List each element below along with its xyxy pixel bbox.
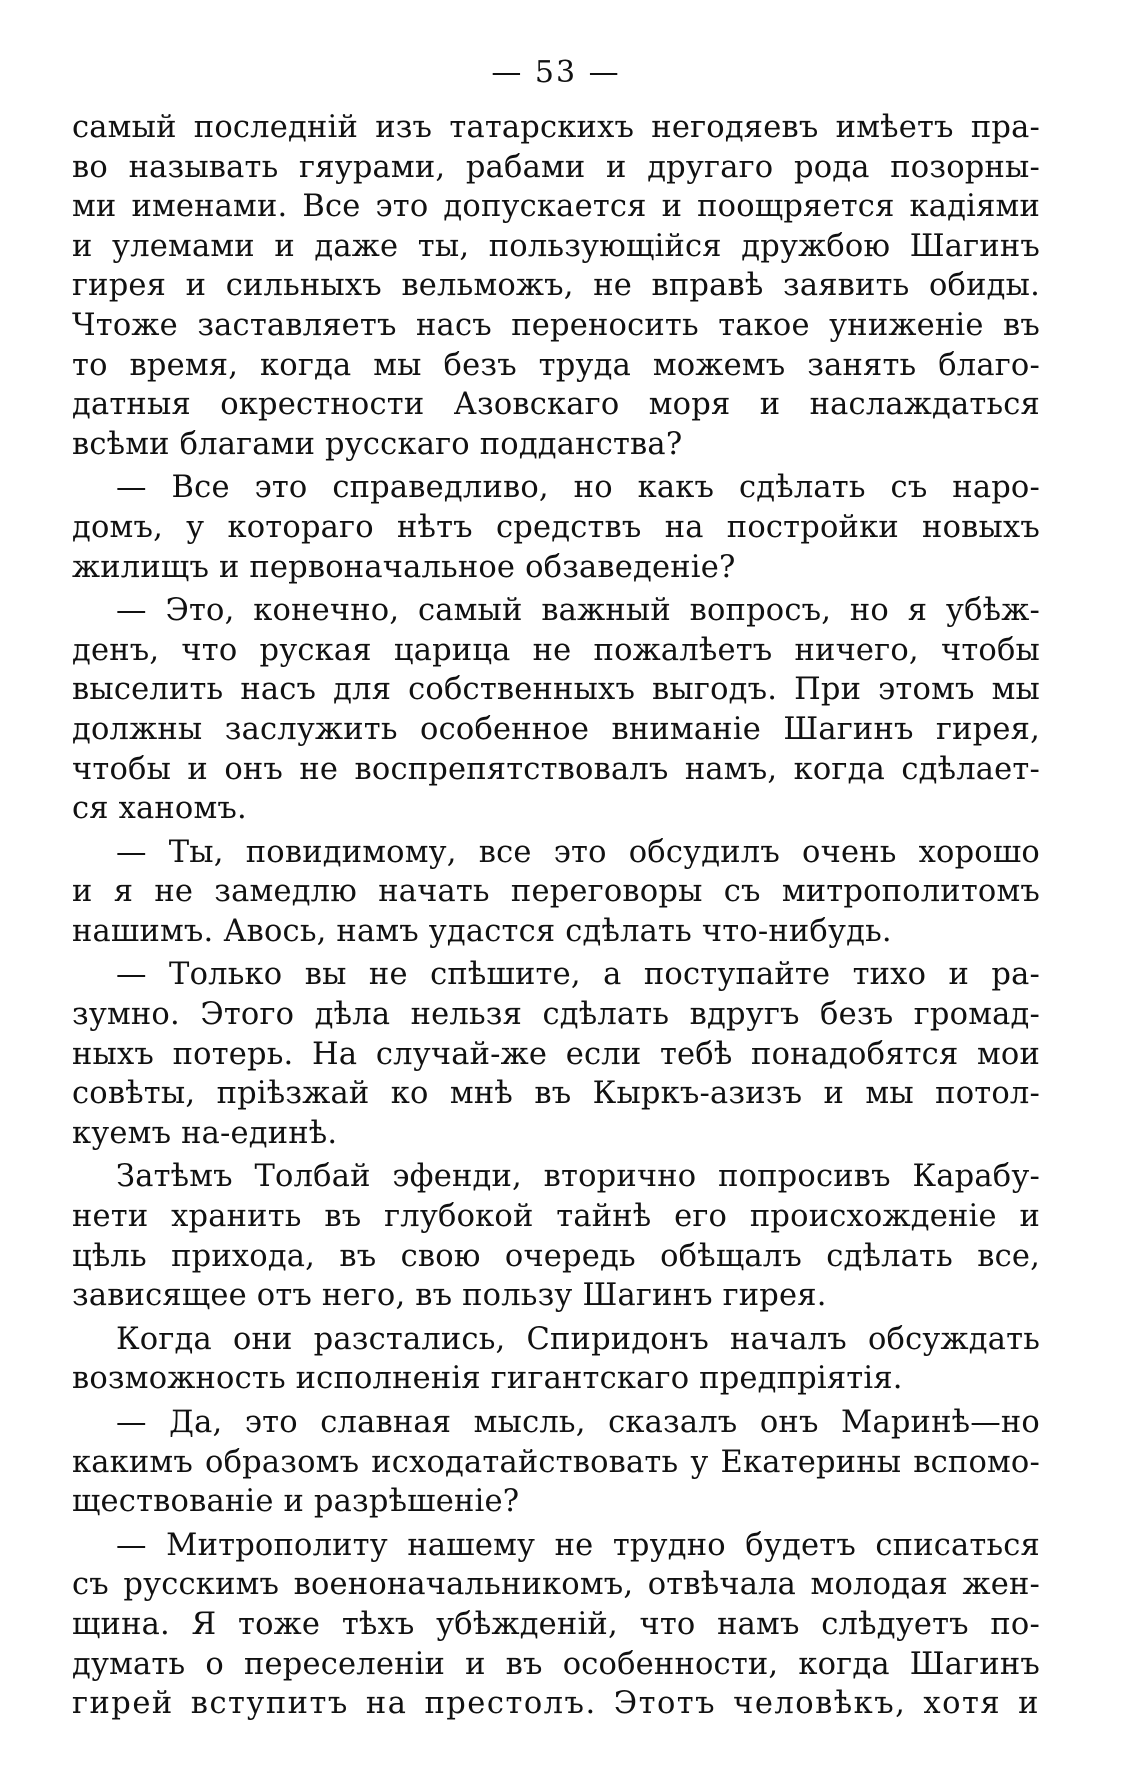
text-line: гирей вступитъ на престолъ. Этотъ человѣкъ, хотя и (72, 1686, 1040, 1722)
text-line: — Все это справедливо, но какъ сдѣлать съ наро- (116, 470, 1040, 506)
text-line: цѣль прихода, въ свою очередь обѣщалъ сдѣлать все, (72, 1238, 1040, 1274)
text-line: возможность исполненiя гигантскаго предпрiятiя. (72, 1361, 903, 1397)
text-line: зависящее отъ него, въ пользу Шагинъ гирея. (72, 1278, 827, 1314)
text-line: самый последнiй изъ татарскихъ негодяевъ имѣетъ пра- (72, 110, 1040, 145)
text-line: гирея и сильныхъ вельможъ, не вправѣ заявить обиды. (72, 268, 1040, 304)
text-line: то время, когда мы безъ труда можемъ занять благо- (72, 347, 1040, 383)
text-line: чтобы и онъ не воспрепятствовалъ намъ, когда сдѣлает- (72, 751, 1040, 787)
text-line: съ русскимъ военоначальникомъ, отвѣчала молодая жен- (72, 1567, 1040, 1603)
text-line: — Ты, повидимому, все это обсудилъ очень хорошо (116, 834, 1040, 870)
text-line: — Да, это славная мысль, сказалъ онъ Маринѣ—но (116, 1405, 1040, 1440)
text-line: ся ханомъ. (72, 791, 247, 827)
text-line: жилищъ и первоначальное обзаведенiе? (72, 549, 736, 585)
text-line: денъ, что руская царица не пожалѣетъ ничего, чтобы (72, 632, 1040, 668)
text-line: Затѣмъ Толбай эфенди, вторично попросивъ Карабу- (116, 1159, 1040, 1195)
text-line: Чтоже заставляетъ насъ переносить такое униженiе въ (72, 307, 1040, 343)
text-line: куемъ на-единѣ. (72, 1115, 338, 1151)
text-line: совѣты, прiѣзжай ко мнѣ въ Кыркъ-азизъ и мы потол- (72, 1076, 1040, 1112)
text-line: во называть гяурами, рабами и другаго рода позорны- (72, 149, 1040, 185)
text-line: думать о переселенiи и въ особенности, когда Шагинъ (72, 1646, 1040, 1682)
page-number: — 53 — (491, 55, 621, 90)
text-line: — Это, конечно, самый важный вопросъ, но я убѣж- (116, 593, 1040, 629)
text-line: щина. Я тоже тѣхъ убѣжденiй, что намъ слѣдуетъ по- (72, 1606, 1040, 1642)
text-line: нашимъ. Авось, намъ удастся сдѣлать что-нибудь. (72, 913, 892, 949)
text-line: датныя окрестности Азовскаго моря и наслаждаться (72, 387, 1040, 423)
body-text (72, 108, 1040, 1724)
text-line: должны заслужить особенное вниманiе Шагинъ гирея, (72, 711, 1040, 747)
text-line: Когда они разстались, Спиридонъ началъ обсуждать (116, 1321, 1040, 1357)
text-line: — Только вы не спѣшите, а поступайте тихо и ра- (116, 957, 1040, 993)
text-line: ществованiе и разрѣшенiе? (72, 1484, 520, 1520)
text-line: ми именами. Все это допускается и поощряется кадiями (72, 189, 1040, 225)
text-line: и улемами и даже ты, пользующiйся дружбою Шагинъ (72, 228, 1040, 264)
text-line: и я не замедлю начать переговоры съ митрополитомъ (72, 874, 1040, 910)
text-line: домъ, у котораго нѣтъ средствъ на постройки новыхъ (72, 509, 1040, 545)
text-line: нети хранить въ глубокой тайнѣ его происхожденiе и (72, 1199, 1040, 1235)
text-line: всѣми благами русскаго подданства? (72, 426, 683, 462)
text-line: ныхъ потерь. На случай-же если тебѣ понадобятся мои (72, 1036, 1040, 1072)
text-line: зумно. Этого дѣла нельзя сдѣлать вдругъ безъ громад- (72, 997, 1040, 1033)
text-line: какимъ образомъ исходатайствовать у Екатерины вспомо- (72, 1444, 1040, 1480)
text-line: — Митрополиту нашему не трудно будетъ списаться (116, 1527, 1040, 1563)
text-line: выселить насъ для собственныхъ выгодъ. При этомъ мы (72, 672, 1040, 708)
